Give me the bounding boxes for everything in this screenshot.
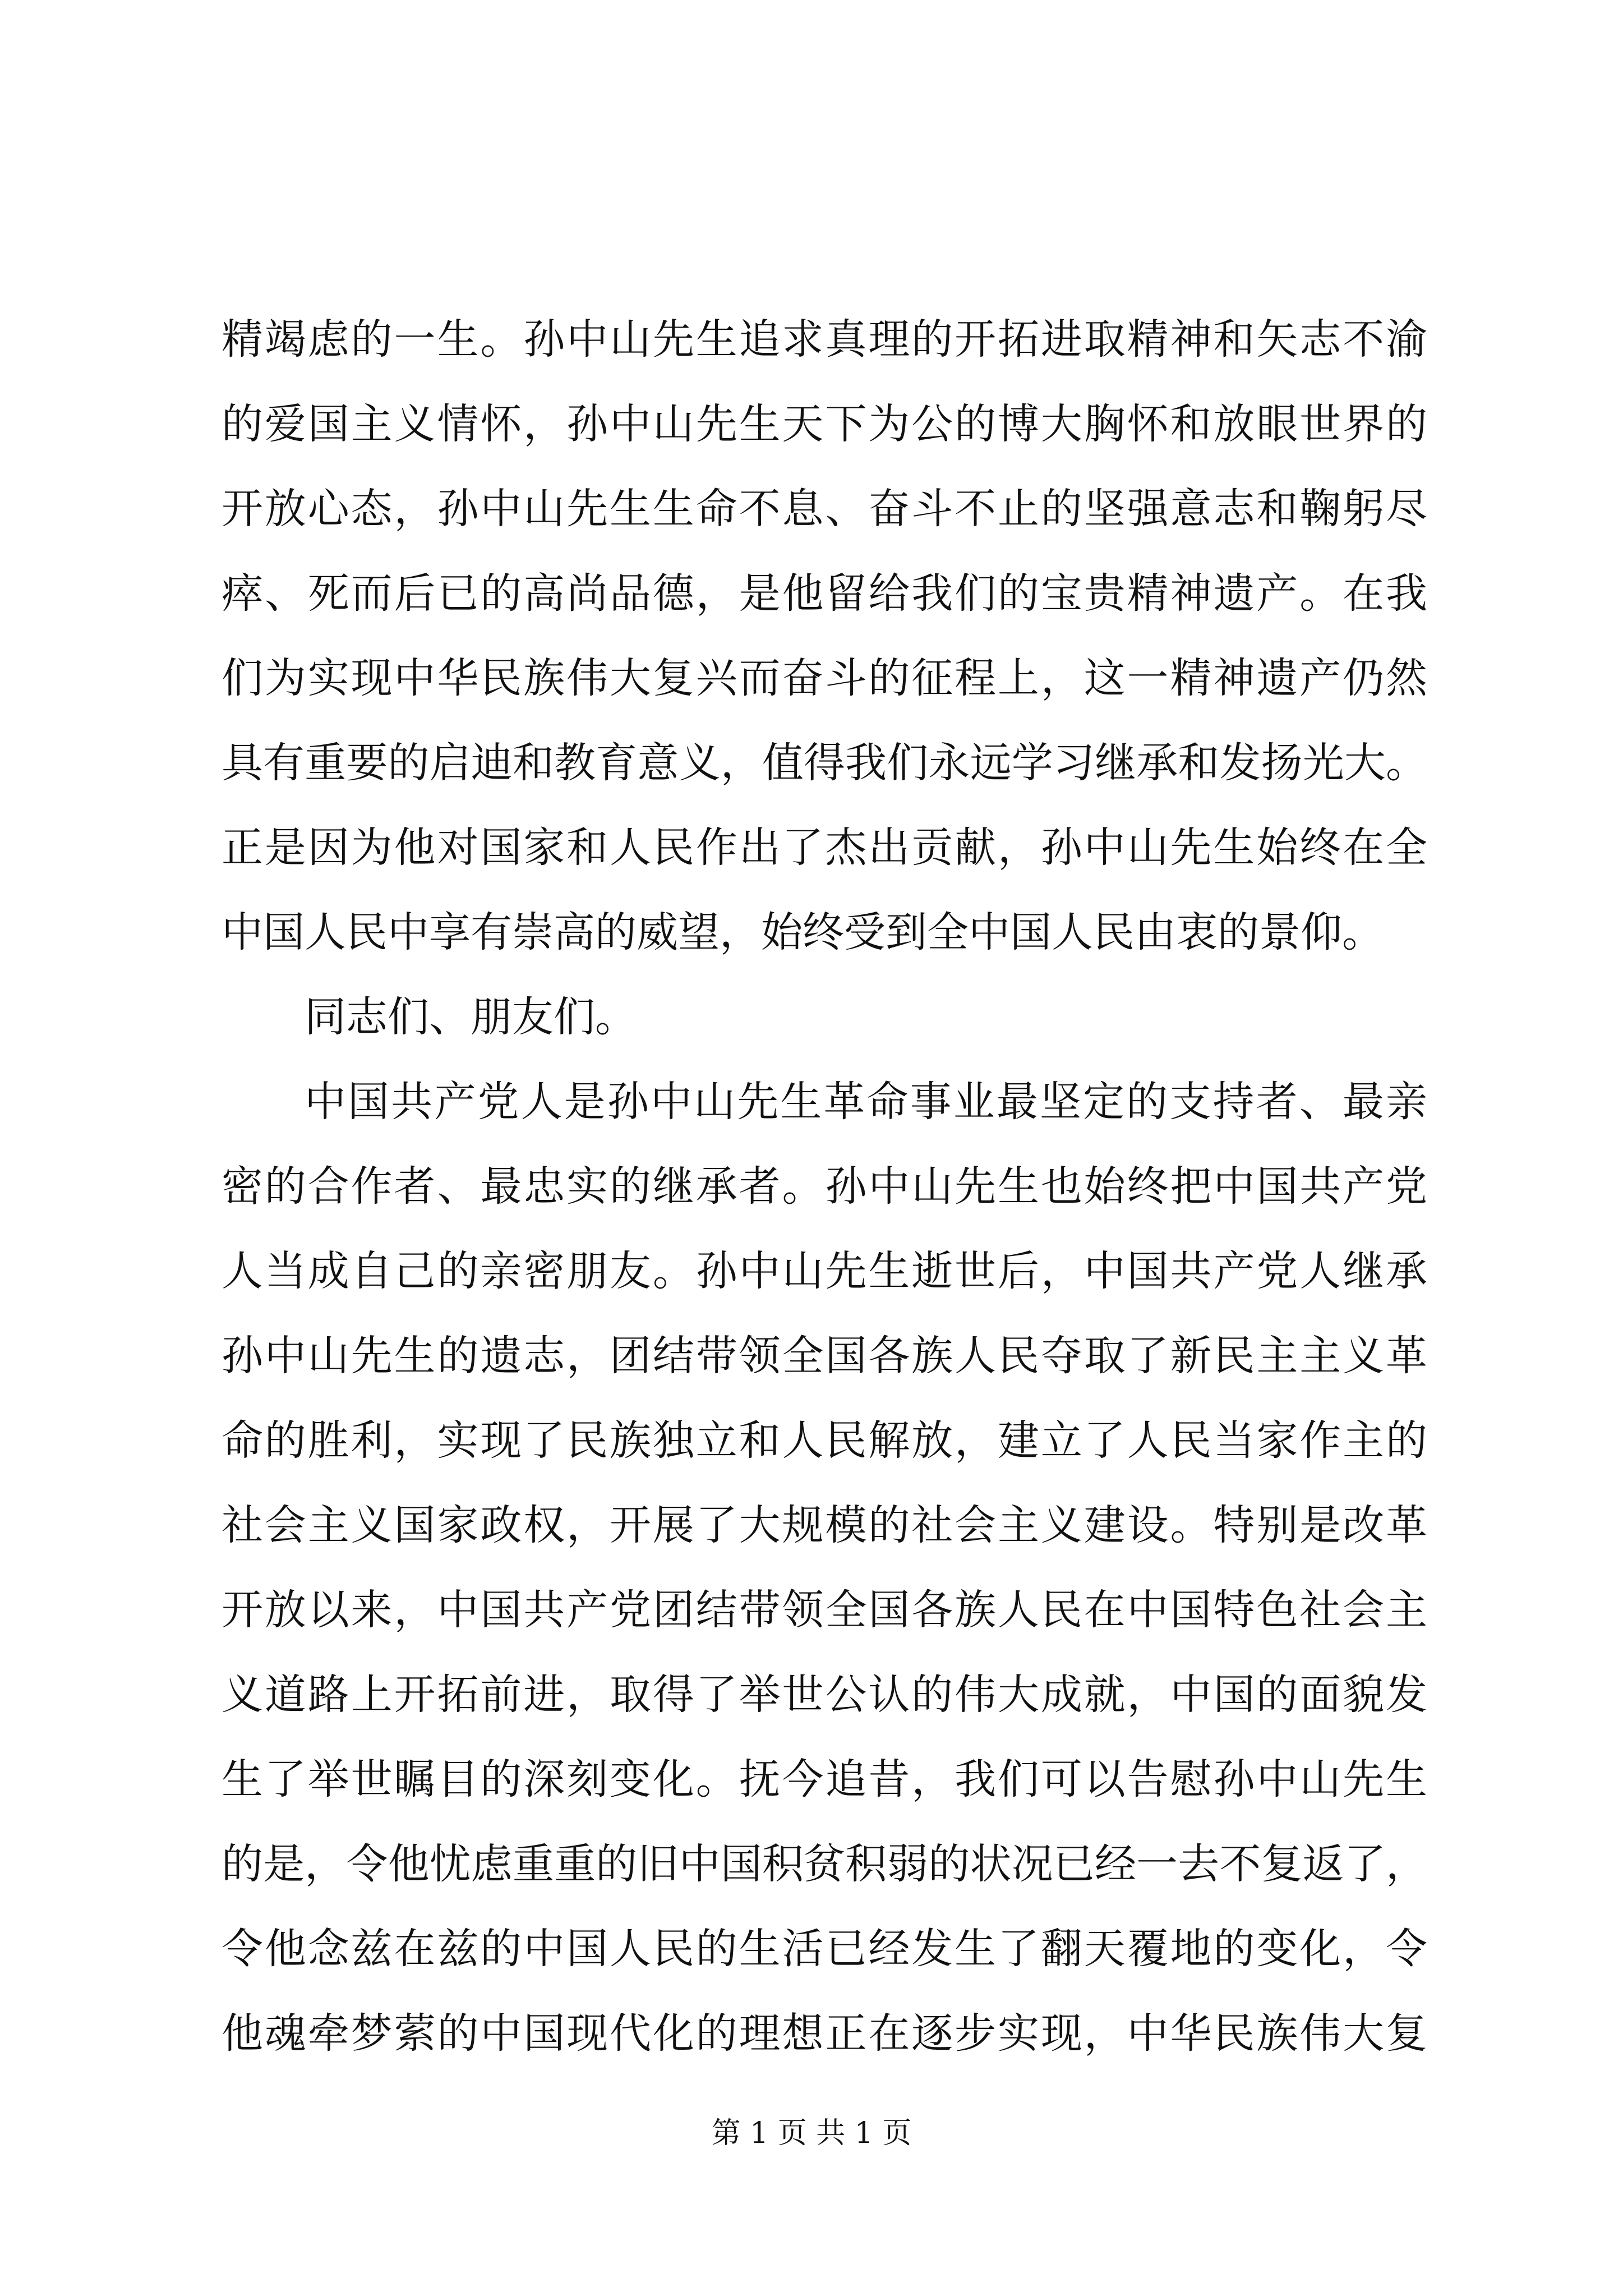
text-line: 社会主义国家政权，开展了大规模的社会主义建设。特别是改革 [222, 1501, 1427, 1549]
text-line: 正是因为他对国家和人民作出了杰出贡献，孙中山先生始终在全 [222, 823, 1427, 872]
text-line: 中国共产党人是孙中山先生革命事业最坚定的支持者、最亲 [305, 1078, 1427, 1126]
text-line: 命的胜利，实现了民族独立和人民解放，建立了人民当家作主的 [222, 1416, 1427, 1465]
text-line: 中国人民中享有崇高的威望，始终受到全中国人民由衷的景仰。 [222, 908, 1384, 956]
text-line: 他魂牵梦萦的中国现代化的理想正在逐步实现，中华民族伟大复 [222, 2009, 1427, 2058]
text-line: 义道路上开拓前进，取得了举世公认的伟大成就，中国的面貌发 [222, 1671, 1427, 1719]
text-line: 人当成自己的亲密朋友。孙中山先生逝世后，中国共产党人继承 [222, 1247, 1427, 1295]
text-line: 同志们、朋友们。 [305, 993, 637, 1041]
text-line: 的是，令他忧虑重重的旧中国积贫积弱的状况已经一去不复返了， [222, 1840, 1427, 1888]
text-line: 令他念兹在兹的中国人民的生活已经发生了翻天覆地的变化，令 [222, 1925, 1427, 1973]
text-line: 孙中山先生的遗志，团结带领全国各族人民夺取了新民主主义革 [222, 1332, 1427, 1380]
text-line: 精竭虑的一生。孙中山先生追求真理的开拓进取精神和矢志不渝 [222, 315, 1427, 364]
text-line: 的爱国主义情怀，孙中山先生天下为公的博大胸怀和放眼世界的 [222, 400, 1427, 448]
text-line: 们为实现中华民族伟大复兴而奋斗的征程上，这一精神遗产仍然 [222, 654, 1427, 702]
text-line: 开放心态，孙中山先生生命不息、奋斗不止的坚强意志和鞠躬尽 [222, 485, 1427, 533]
document-body [222, 297, 1427, 2076]
text-line: 生了举世瞩目的深刻变化。抚今追昔，我们可以告慰孙中山先生 [222, 1755, 1427, 1803]
page-footer: 第 1 页 共 1 页 [711, 2116, 912, 2150]
text-line: 具有重要的启迪和教育意义，值得我们永远学习继承和发扬光大。 [222, 739, 1427, 787]
text-line: 开放以来，中国共产党团结带领全国各族人民在中国特色社会主 [222, 1586, 1427, 1634]
text-line: 瘁、死而后已的高尚品德，是他留给我们的宝贵精神遗产。在我 [222, 569, 1427, 618]
text-line: 密的合作者、最忠实的继承者。孙中山先生也始终把中国共产党 [222, 1162, 1427, 1211]
